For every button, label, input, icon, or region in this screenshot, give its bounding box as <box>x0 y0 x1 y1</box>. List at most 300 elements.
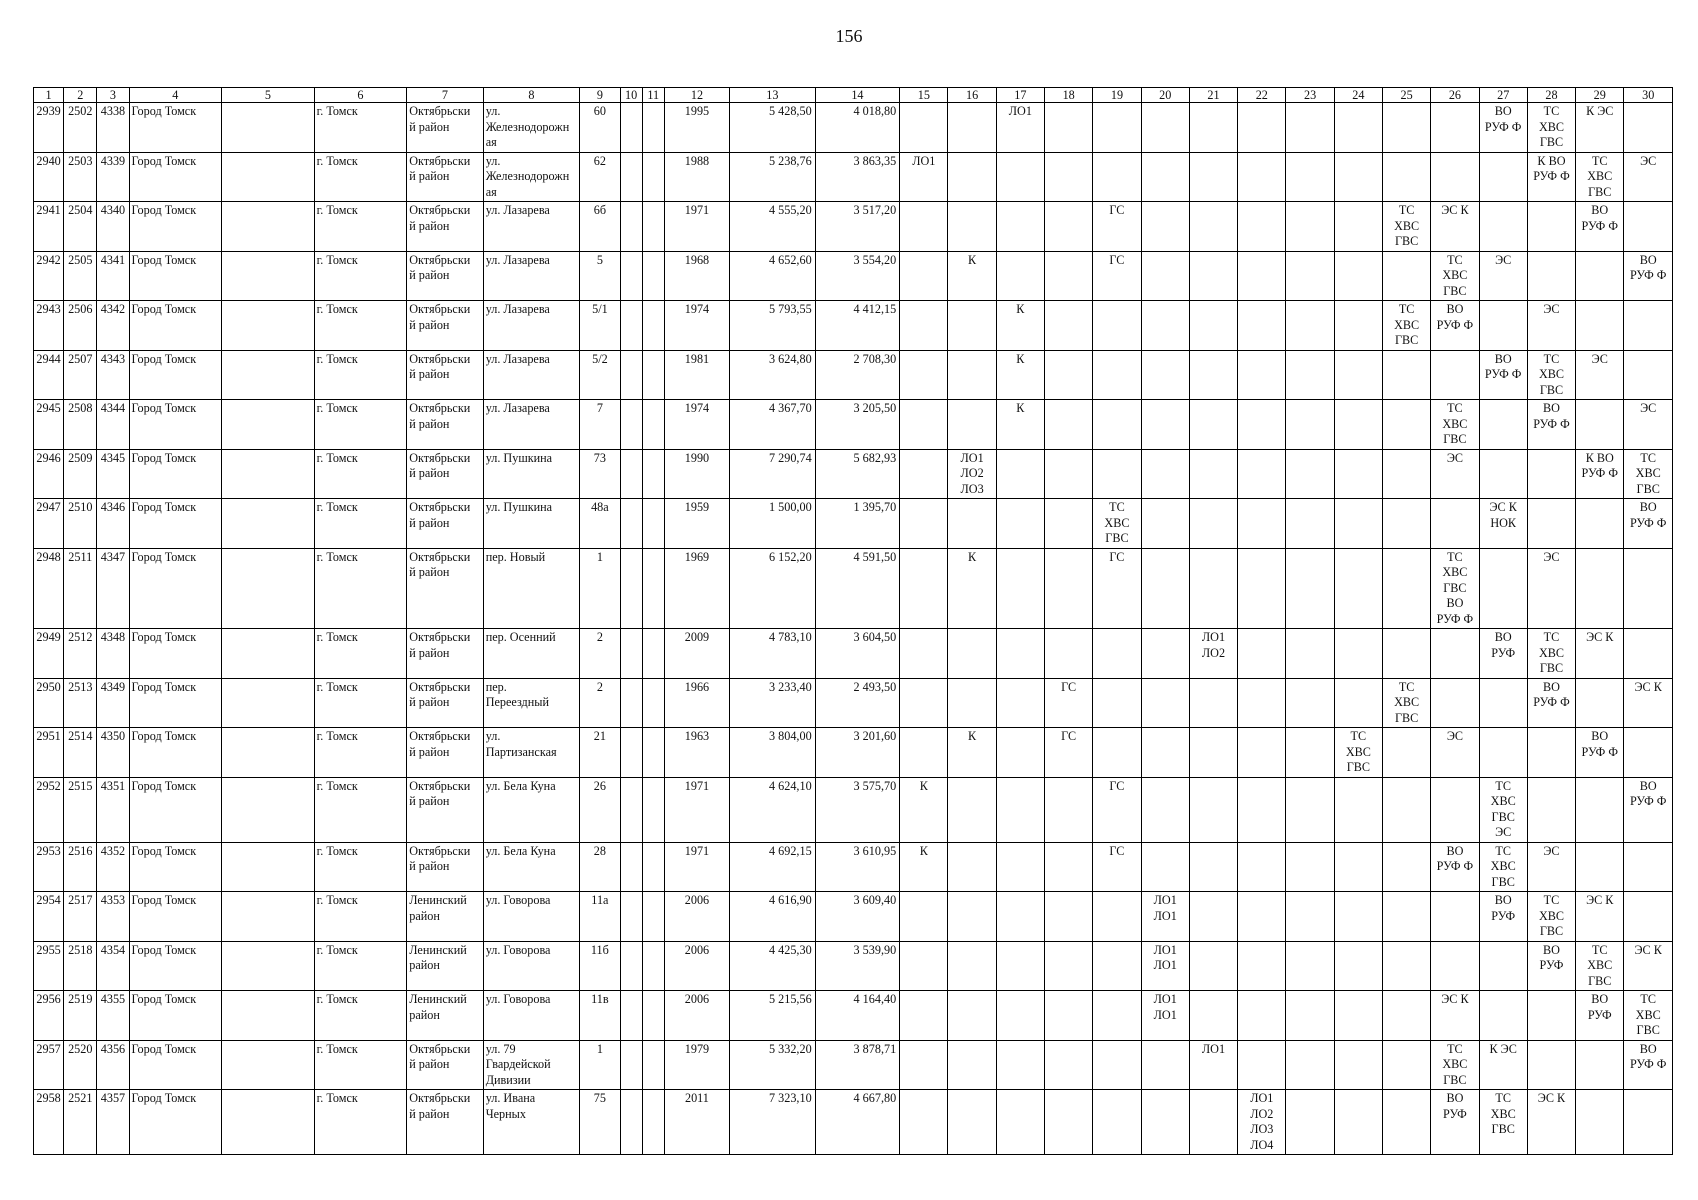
table-cell <box>664 202 729 252</box>
table-cell <box>129 678 222 728</box>
table-cell <box>314 548 407 629</box>
table-cell <box>34 1090 64 1155</box>
cell-line: ХВС <box>1394 317 1420 332</box>
table-cell <box>948 941 996 991</box>
cell-line: ул. <box>485 153 501 168</box>
cell-line: 2954 <box>36 893 61 907</box>
table-cell <box>1527 400 1575 450</box>
table-cell <box>620 991 642 1041</box>
table-cell <box>483 842 580 892</box>
table-cell <box>1286 629 1334 679</box>
cell-line: РУФ Ф <box>1533 416 1570 431</box>
table-cell <box>730 449 816 499</box>
table-cell <box>1286 892 1334 942</box>
cell-line: ВО <box>1446 302 1464 316</box>
table-cell <box>815 449 900 499</box>
cell-line: ГВС <box>1588 184 1612 199</box>
cell-line: Город Томск <box>131 549 197 564</box>
table-cell <box>407 728 483 778</box>
table-cell <box>815 400 900 450</box>
table-cell <box>815 941 900 991</box>
table-row <box>34 103 1673 153</box>
table-cell <box>948 1090 996 1155</box>
table-cell <box>483 1040 580 1090</box>
table-cell <box>1045 991 1093 1041</box>
cell-line: 2939 <box>36 104 61 118</box>
table-cell <box>1286 152 1334 202</box>
cell-line: ЭС <box>1446 450 1463 465</box>
cell-line: ЛО3 <box>960 481 984 496</box>
cell-line: ХВС <box>1394 695 1420 709</box>
table-cell <box>1093 777 1141 842</box>
table-cell <box>314 350 407 400</box>
table-cell <box>664 728 729 778</box>
table-cell <box>1334 1040 1382 1090</box>
cell-line: й район <box>409 317 450 332</box>
table-cell <box>407 1040 483 1090</box>
cell-line: 7 <box>596 401 603 415</box>
housing-registry-table <box>33 87 1673 1155</box>
cell-line: 2006 <box>684 992 710 1006</box>
cell-line: 28 <box>593 843 606 858</box>
cell-line: ул. Бела Куна <box>485 843 556 858</box>
cell-line: 3 575,70 <box>853 778 897 793</box>
table-cell <box>1141 202 1189 252</box>
cell-line: ХВС <box>1345 744 1371 759</box>
table-cell <box>407 251 483 301</box>
table-cell <box>222 892 315 942</box>
table-cell <box>900 400 948 450</box>
cell-line: 4348 <box>100 630 126 644</box>
table-cell <box>1431 678 1479 728</box>
table-cell <box>642 629 664 679</box>
table-cell <box>1334 152 1382 202</box>
table-cell <box>1141 941 1189 991</box>
cell-line: Город Томск <box>131 778 197 793</box>
table-cell <box>664 1040 729 1090</box>
table-cell <box>730 991 816 1041</box>
cell-line: 1974 <box>684 302 710 316</box>
table-cell <box>580 202 620 252</box>
cell-line: й район <box>409 744 450 759</box>
table-cell <box>1431 103 1479 153</box>
table-cell <box>815 251 900 301</box>
cell-line: й район <box>409 268 450 282</box>
cell-line: 6 152,20 <box>769 549 812 564</box>
cell-line: Октябрьски <box>409 729 471 743</box>
table-cell <box>1238 678 1286 728</box>
table-cell <box>664 548 729 629</box>
table-cell <box>222 350 315 400</box>
table-cell <box>664 350 729 400</box>
table-cell <box>1431 1040 1479 1090</box>
table-cell <box>1479 548 1527 629</box>
table-cell <box>34 728 64 778</box>
cell-line: 1968 <box>684 252 710 267</box>
table-cell <box>1382 629 1430 679</box>
cell-line: РУФ Ф <box>1581 218 1618 233</box>
cell-line: 4 164,40 <box>853 992 897 1006</box>
table-cell <box>97 449 129 499</box>
cell-line: г. Томск <box>316 450 358 465</box>
table-cell <box>129 548 222 629</box>
cell-line: РУФ Ф <box>1533 169 1570 183</box>
table-cell <box>620 400 642 450</box>
table-cell <box>1189 892 1237 942</box>
table-cell <box>1189 941 1237 991</box>
cell-line: Октябрьски <box>409 630 471 644</box>
cell-line: ГВС <box>1539 382 1564 397</box>
cell-line: 2941 <box>36 203 61 217</box>
table-cell <box>1141 449 1189 499</box>
table-cell <box>996 1040 1044 1090</box>
cell-line: ВО <box>1494 630 1512 644</box>
cell-line: 2945 <box>36 401 61 415</box>
cell-line: ул. 79 <box>485 1041 516 1056</box>
table-cell <box>1334 842 1382 892</box>
table-cell <box>996 991 1044 1041</box>
column-header: 5 <box>222 88 315 103</box>
table-row <box>34 548 1673 629</box>
cell-line: ЛО1 <box>960 450 984 465</box>
table-cell <box>1093 728 1141 778</box>
table-cell <box>407 400 483 450</box>
table-cell <box>1334 400 1382 450</box>
table-cell <box>1045 400 1093 450</box>
table-cell <box>1479 202 1527 252</box>
cell-line: РУФ Ф <box>1484 119 1522 134</box>
table-cell <box>34 301 64 351</box>
cell-line: ГС <box>1109 203 1125 217</box>
table-cell <box>1189 202 1237 252</box>
cell-line: район <box>409 958 440 972</box>
table-cell <box>900 202 948 252</box>
cell-line: ГВС <box>1491 1122 1515 1136</box>
table-cell <box>1286 777 1334 842</box>
cell-line: 1 <box>596 1041 603 1056</box>
cell-line: 11б <box>590 942 609 957</box>
cell-line: 3 554,20 <box>853 252 897 267</box>
table-cell <box>129 842 222 892</box>
cell-line: ХВС <box>1104 515 1130 530</box>
cell-line: К ЭС <box>1586 104 1614 118</box>
cell-line: 1990 <box>684 450 710 465</box>
table-cell <box>996 777 1044 842</box>
table-cell <box>1382 103 1430 153</box>
cell-line: ГВС <box>1539 661 1564 675</box>
table-cell <box>1431 941 1479 991</box>
table-cell <box>642 777 664 842</box>
table-cell <box>1141 400 1189 450</box>
table-cell <box>407 499 483 549</box>
table-cell <box>815 1040 900 1090</box>
cell-line: РУФ <box>1442 1106 1467 1121</box>
table-cell <box>1093 991 1141 1041</box>
cell-line: 3 233,40 <box>769 679 812 694</box>
cell-line: ТС <box>1398 203 1415 217</box>
table-cell <box>1093 251 1141 301</box>
table-cell <box>1624 941 1673 991</box>
table-cell <box>1045 629 1093 679</box>
table-cell <box>730 728 816 778</box>
table-cell <box>1093 350 1141 400</box>
table-cell <box>815 842 900 892</box>
cell-line: ВО <box>1639 1041 1657 1056</box>
table-cell <box>97 1040 129 1090</box>
cell-line: ГВС <box>1443 1072 1467 1087</box>
table-cell <box>407 941 483 991</box>
cell-line: 2514 <box>68 729 93 743</box>
table-cell <box>1238 350 1286 400</box>
table-cell <box>1334 202 1382 252</box>
table-cell <box>948 152 996 202</box>
cell-line: ВО <box>1543 679 1560 694</box>
cell-line: ВО <box>1446 843 1464 858</box>
cell-line: 3 863,35 <box>853 153 897 168</box>
table-cell <box>815 629 900 679</box>
table-cell <box>1141 152 1189 202</box>
cell-line: г. Томск <box>316 843 358 858</box>
cell-line: 5 428,50 <box>769 104 812 118</box>
table-cell <box>642 1040 664 1090</box>
table-cell <box>900 103 948 153</box>
table-cell <box>314 991 407 1041</box>
table-cell <box>483 152 580 202</box>
cell-line: К <box>968 549 977 564</box>
cell-line: 5 682,93 <box>853 450 897 465</box>
table-cell <box>1093 842 1141 892</box>
table-cell <box>1141 301 1189 351</box>
cell-line: й район <box>409 169 450 183</box>
table-cell <box>1527 678 1575 728</box>
cell-line: ЭС К <box>1441 203 1469 217</box>
table-cell <box>34 678 64 728</box>
table-cell <box>580 350 620 400</box>
table-cell <box>620 1040 642 1090</box>
cell-line: 4346 <box>100 500 126 514</box>
cell-line: 4355 <box>100 992 126 1006</box>
cell-line: Город Томск <box>131 992 197 1006</box>
table-cell <box>1045 892 1093 942</box>
table-cell <box>64 499 97 549</box>
cell-line: ГС <box>1109 549 1125 564</box>
table-cell <box>620 728 642 778</box>
table-row <box>34 991 1673 1041</box>
table-cell <box>97 842 129 892</box>
cell-line: 5/1 <box>592 302 608 316</box>
table-cell <box>129 301 222 351</box>
cell-line: Город Томск <box>131 630 197 644</box>
cell-line: ТС <box>1543 351 1560 366</box>
table-cell <box>996 103 1044 153</box>
cell-line: ГВС <box>1443 580 1467 595</box>
cell-line: ТС <box>1398 679 1415 694</box>
column-header: 3 <box>97 88 129 103</box>
cell-line: ул. Лазарева <box>485 302 550 316</box>
table-cell <box>1431 449 1479 499</box>
table-cell <box>900 301 948 351</box>
cell-line: ХВС <box>1635 466 1661 480</box>
table-cell <box>1527 350 1575 400</box>
table-cell <box>620 202 642 252</box>
table-cell <box>407 629 483 679</box>
table-cell <box>1624 1090 1673 1155</box>
cell-line: Октябрьски <box>409 679 471 694</box>
table-cell <box>580 728 620 778</box>
cell-line: ул. Лазарева <box>485 351 550 366</box>
table-cell <box>642 548 664 629</box>
cell-line: ул. Лазарева <box>485 252 550 267</box>
table-cell <box>1238 103 1286 153</box>
cell-line: й район <box>409 695 450 709</box>
cell-line: Переездный <box>485 695 549 709</box>
table-cell <box>620 499 642 549</box>
table-cell <box>483 301 580 351</box>
table-cell <box>34 892 64 942</box>
table-cell <box>1479 941 1527 991</box>
table-cell <box>34 777 64 842</box>
table-cell <box>222 629 315 679</box>
table-cell <box>900 1040 948 1090</box>
cell-line: ая <box>485 135 497 149</box>
cell-line: К <box>968 252 977 267</box>
table-cell <box>620 678 642 728</box>
table-cell <box>1189 400 1237 450</box>
cell-line: ХВС <box>1635 1007 1661 1022</box>
cell-line: 2502 <box>68 104 93 118</box>
table-cell <box>97 152 129 202</box>
table-cell <box>1431 892 1479 942</box>
table-cell <box>1527 103 1575 153</box>
cell-line: ГВС <box>1105 531 1129 545</box>
cell-line: 4357 <box>100 1091 126 1105</box>
table-cell <box>1624 991 1673 1041</box>
table-cell <box>1286 1040 1334 1090</box>
table-cell <box>664 251 729 301</box>
table-cell <box>483 499 580 549</box>
cell-line: й район <box>409 645 450 660</box>
table-cell <box>314 777 407 842</box>
cell-line: 4354 <box>100 942 126 957</box>
table-cell <box>129 941 222 991</box>
cell-line: 1995 <box>684 104 710 118</box>
column-header: 6 <box>314 88 407 103</box>
table-cell <box>314 728 407 778</box>
cell-line: г. Томск <box>316 729 358 743</box>
cell-line: РУФ Ф <box>1629 1057 1667 1071</box>
table-cell <box>129 449 222 499</box>
table-cell <box>996 301 1044 351</box>
table-cell <box>222 842 315 892</box>
table-cell <box>222 301 315 351</box>
table-cell <box>580 301 620 351</box>
cell-line: г. Томск <box>316 1091 358 1105</box>
table-cell <box>97 301 129 351</box>
table-cell <box>129 728 222 778</box>
cell-line: ТС <box>1591 942 1608 957</box>
table-cell <box>129 991 222 1041</box>
cell-line: ВО <box>1446 596 1464 610</box>
cell-line: Октябрьски <box>409 203 471 217</box>
table-cell <box>1576 202 1624 252</box>
table-cell <box>1527 251 1575 301</box>
cell-line: РУФ Ф <box>1629 268 1667 282</box>
cell-line: ХВС <box>1442 416 1468 431</box>
table-cell <box>1527 941 1575 991</box>
table-cell <box>1576 449 1624 499</box>
cell-line: ВО <box>1543 942 1560 957</box>
table-cell <box>1576 301 1624 351</box>
cell-line: г. Томск <box>316 500 358 514</box>
table-cell <box>1238 777 1286 842</box>
table-cell <box>1382 548 1430 629</box>
cell-line: ТС <box>1543 893 1560 907</box>
table-cell <box>64 1040 97 1090</box>
table-cell <box>664 629 729 679</box>
cell-line: Город Томск <box>131 104 197 118</box>
table-cell <box>1624 103 1673 153</box>
table-cell <box>222 400 315 450</box>
cell-line: 2951 <box>36 729 61 743</box>
cell-line: Город Томск <box>131 203 197 217</box>
table-cell <box>1576 103 1624 153</box>
table-cell <box>730 1040 816 1090</box>
cell-line: й район <box>409 565 450 579</box>
cell-line: 5/2 <box>592 351 608 366</box>
table-cell <box>1479 777 1527 842</box>
table-cell <box>314 1040 407 1090</box>
column-header: 17 <box>996 88 1044 103</box>
cell-line: 6б <box>593 203 607 217</box>
cell-line: Город Томск <box>131 302 197 316</box>
table-row <box>34 941 1673 991</box>
table-cell <box>1045 548 1093 629</box>
table-cell <box>1624 728 1673 778</box>
cell-line: Город Томск <box>131 351 197 366</box>
table-cell <box>407 449 483 499</box>
table-cell <box>483 678 580 728</box>
cell-line: 11в <box>591 992 609 1006</box>
cell-line: 2947 <box>36 500 61 514</box>
cell-line: 2952 <box>36 778 61 793</box>
cell-line: ЛО1 <box>1201 630 1226 644</box>
table-cell <box>580 400 620 450</box>
table-cell <box>620 777 642 842</box>
table-cell <box>1479 152 1527 202</box>
cell-line: 2955 <box>36 942 61 957</box>
table-cell <box>483 251 580 301</box>
cell-line: 2503 <box>68 153 93 168</box>
table-cell <box>1479 892 1527 942</box>
cell-line: ТС <box>1447 1041 1463 1056</box>
table-cell <box>1431 251 1479 301</box>
table-cell <box>642 1090 664 1155</box>
cell-line: ТС <box>1640 450 1656 465</box>
column-header: 25 <box>1382 88 1430 103</box>
table-cell <box>1334 941 1382 991</box>
cell-line: 4 591,50 <box>853 549 897 564</box>
cell-line: ХВС <box>1442 268 1468 282</box>
cell-line: ГВС <box>1491 809 1515 824</box>
cell-line: ул. <box>485 729 501 743</box>
table-cell <box>900 499 948 549</box>
table-cell <box>642 842 664 892</box>
table-cell <box>815 1090 900 1155</box>
table-cell <box>34 103 64 153</box>
cell-line: 75 <box>593 1091 606 1105</box>
table-cell <box>900 728 948 778</box>
table-cell <box>948 400 996 450</box>
